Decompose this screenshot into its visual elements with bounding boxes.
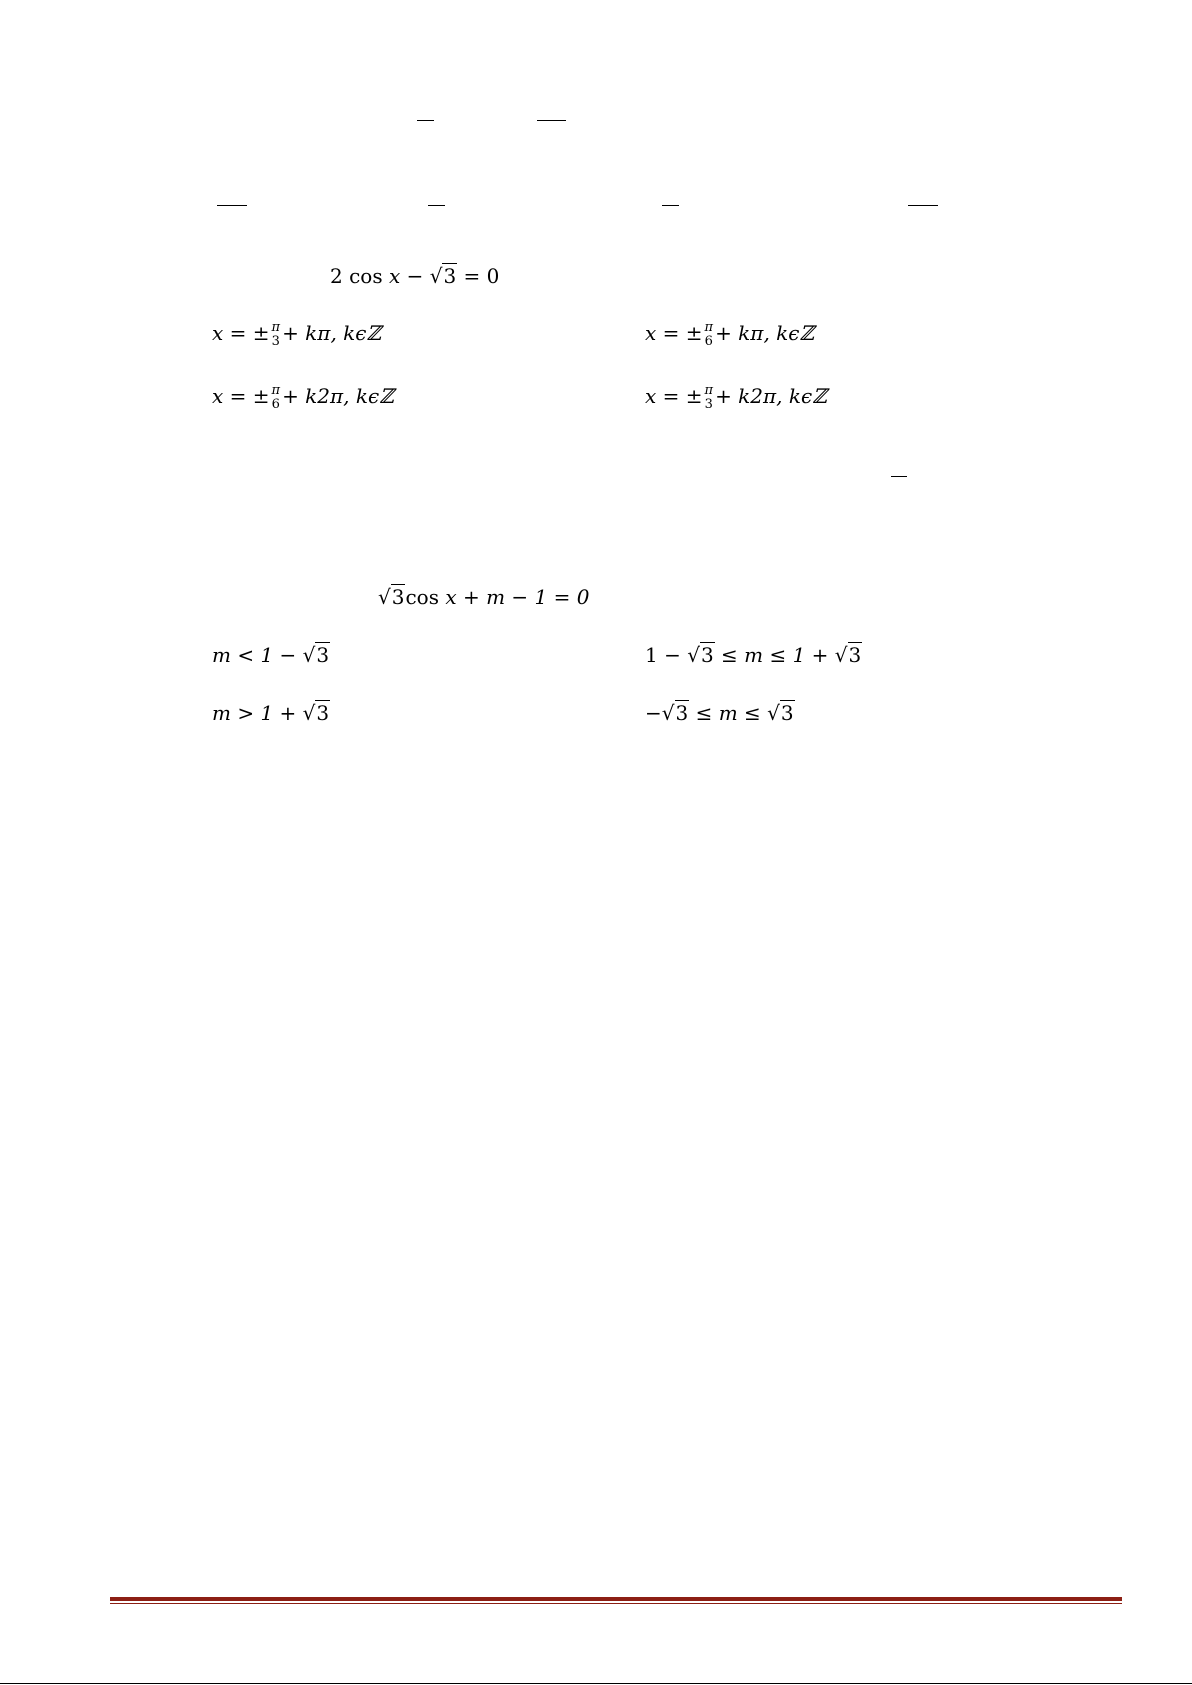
fraction bbox=[272, 384, 281, 411]
page-bottom-edge bbox=[0, 1683, 1192, 1684]
option-tail: + kπ, kϵℤ bbox=[282, 321, 382, 346]
option-2c[interactable] bbox=[212, 384, 394, 411]
sqrt-symbol: √ bbox=[687, 643, 700, 667]
option-lead: x = ± bbox=[645, 321, 703, 346]
fraction-denominator: 6 bbox=[704, 333, 713, 349]
equation-prefix: 2 cos bbox=[330, 264, 383, 288]
fraction bbox=[705, 321, 714, 348]
fraction-numerator: π bbox=[704, 320, 714, 335]
question-3-equation bbox=[378, 587, 589, 607]
option-tail: + kπ, kϵℤ bbox=[715, 321, 815, 346]
radicand: 3 bbox=[443, 264, 457, 288]
option-part: ≤ m ≤ 1 + bbox=[714, 643, 835, 667]
fraction bbox=[272, 321, 281, 348]
fraction-numerator: π bbox=[271, 320, 281, 335]
sqrt-symbol: √ bbox=[661, 701, 675, 725]
fraction-bar bbox=[417, 120, 434, 121]
option-2b[interactable] bbox=[645, 321, 814, 348]
option-tail: + k2π, kϵℤ bbox=[282, 384, 394, 409]
fraction-denominator: 3 bbox=[271, 333, 280, 349]
footer-rule-thin bbox=[110, 1603, 1122, 1604]
footer-rule-thick bbox=[110, 1597, 1122, 1601]
option-3c[interactable] bbox=[212, 703, 330, 723]
sqrt-symbol: √ bbox=[834, 643, 848, 667]
sqrt-symbol: √ bbox=[429, 264, 443, 288]
equation-operator: − bbox=[400, 264, 430, 288]
option-part: m < 1 − bbox=[212, 643, 303, 667]
question-2-equation bbox=[330, 266, 499, 286]
radicand: 3 bbox=[316, 643, 330, 667]
sqrt-symbol: √ bbox=[767, 701, 780, 725]
option-3b[interactable] bbox=[645, 645, 862, 665]
option-lead: x = ± bbox=[212, 321, 270, 346]
option-part: m > 1 + bbox=[212, 701, 303, 725]
option-2d[interactable] bbox=[645, 384, 827, 411]
sqrt-symbol: √ bbox=[378, 585, 391, 609]
option-3a[interactable] bbox=[212, 645, 330, 665]
fraction-denominator: 3 bbox=[704, 396, 713, 412]
radicand: 3 bbox=[391, 585, 405, 609]
fraction-bar bbox=[428, 205, 445, 206]
fraction-bar bbox=[537, 120, 566, 121]
fraction-denominator: 6 bbox=[271, 396, 280, 412]
fraction-bar bbox=[908, 205, 938, 206]
option-lead: x = ± bbox=[212, 384, 270, 409]
fraction bbox=[705, 384, 714, 411]
option-tail: + k2π, kϵℤ bbox=[715, 384, 827, 409]
sqrt-symbol: √ bbox=[302, 701, 316, 725]
fraction-numerator: π bbox=[271, 383, 281, 398]
radicand: 3 bbox=[316, 701, 330, 725]
option-2a[interactable] bbox=[212, 321, 381, 348]
radicand: 3 bbox=[675, 701, 689, 725]
equation-variable: x bbox=[388, 264, 401, 288]
option-part: − bbox=[645, 701, 662, 725]
fraction-bar bbox=[662, 205, 679, 206]
option-part: 1 − bbox=[645, 643, 688, 667]
sqrt-symbol: √ bbox=[302, 643, 316, 667]
option-3d[interactable] bbox=[645, 703, 795, 723]
equation-function: cos bbox=[405, 585, 439, 609]
radicand: 3 bbox=[700, 643, 714, 667]
radicand: 3 bbox=[780, 701, 794, 725]
option-lead: x = ± bbox=[645, 384, 703, 409]
equation-suffix: = 0 bbox=[457, 264, 500, 288]
fraction-bar bbox=[217, 205, 247, 206]
fraction-numerator: π bbox=[704, 383, 714, 398]
fraction-bar bbox=[891, 476, 907, 477]
radicand: 3 bbox=[848, 643, 862, 667]
option-part: ≤ m ≤ bbox=[689, 701, 768, 725]
equation-rest: x + m − 1 = 0 bbox=[439, 585, 590, 609]
